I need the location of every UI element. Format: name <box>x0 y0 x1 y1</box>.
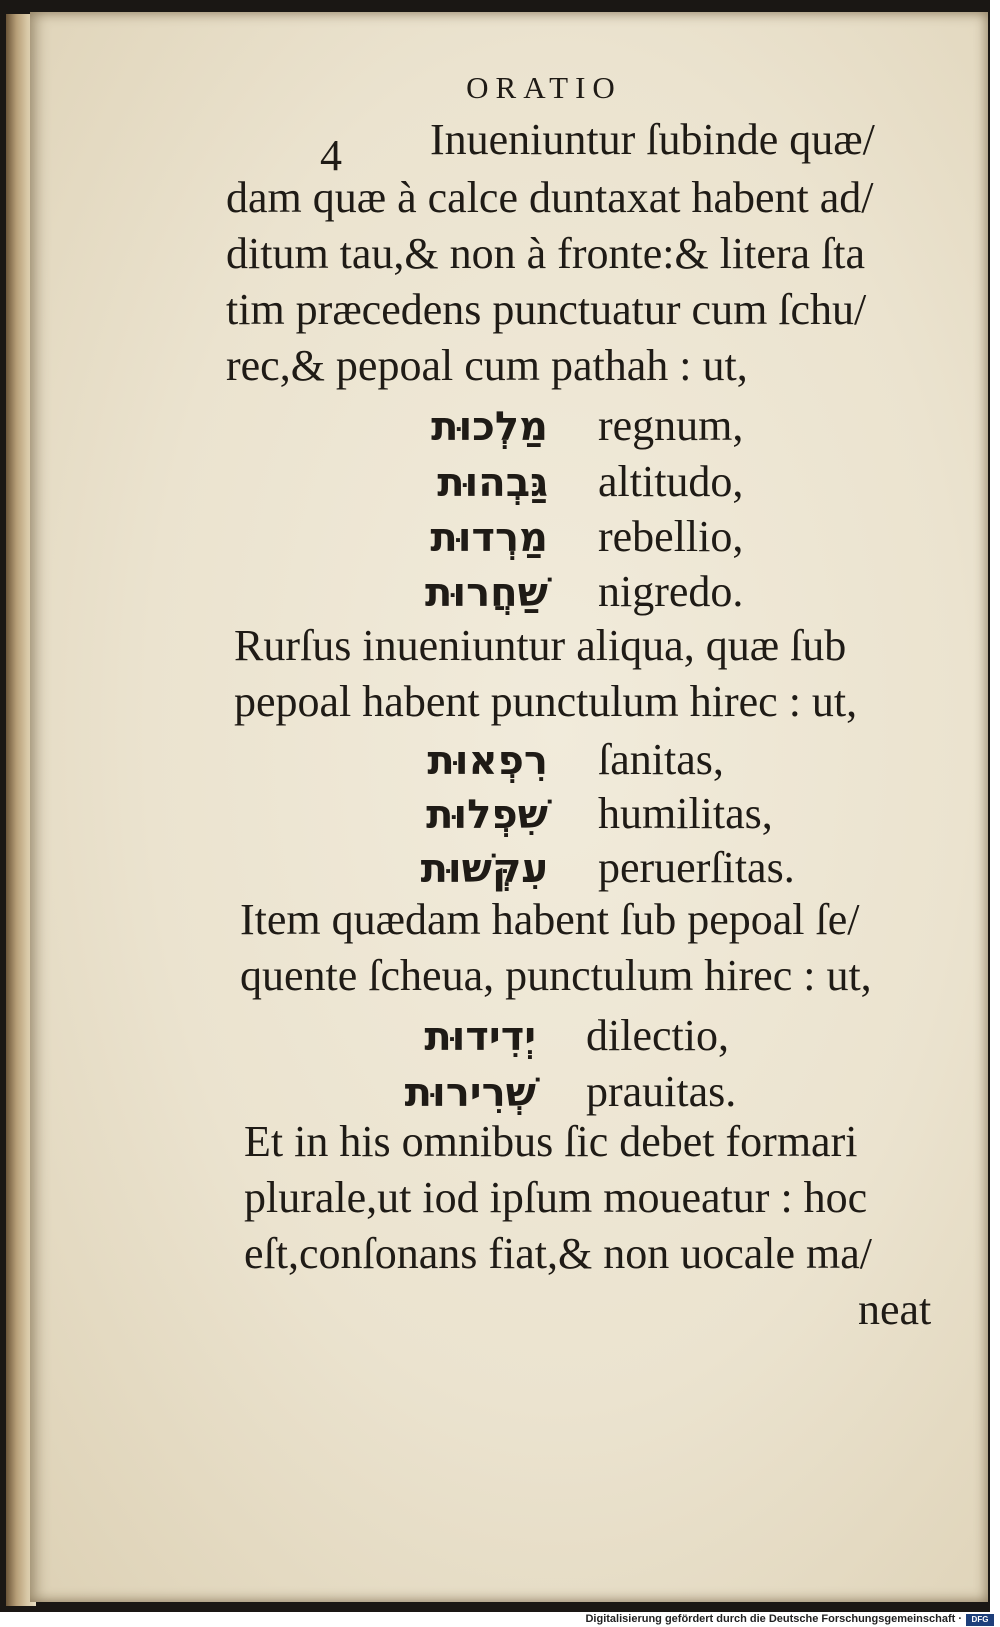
hebrew-word: שַׁחֲרוּת <box>425 570 548 616</box>
page-leaf <box>30 12 988 1602</box>
text-line: pepoal habent punctulum hirec : ut, <box>234 677 858 726</box>
text-line: ditum tau,& non à fronte:& litera ſta <box>226 229 866 278</box>
dfg-logo: DFG <box>966 1614 994 1626</box>
footer-credit: Digitalisierung gefördert durch die Deutsche Forschungsgemeinschaft · <box>585 1613 962 1625</box>
text-line: Rurſus inueniuntur aliqua, quæ ſub <box>234 621 847 670</box>
latin-gloss: nigredo. <box>598 567 744 616</box>
hebrew-word: עִקְּשׁוּת <box>420 846 548 892</box>
text-line: rec,& pepoal cum pathah : ut, <box>226 341 748 390</box>
latin-gloss: humilitas, <box>598 789 773 838</box>
running-head: ORATIO <box>466 70 622 105</box>
latin-gloss: altitudo, <box>598 457 744 506</box>
hebrew-word: רִפְאוּת <box>427 738 548 784</box>
latin-gloss: dilectio, <box>586 1011 729 1060</box>
latin-gloss: prauitas. <box>586 1067 737 1116</box>
latin-gloss: rebellio, <box>598 512 744 561</box>
catchword: neat <box>858 1285 932 1334</box>
latin-gloss: ſanitas, <box>598 735 724 784</box>
text-line: plurale,ut iod ipſum moueatur : hoc <box>244 1173 868 1222</box>
hebrew-word: גַּבְהוּת <box>437 460 548 506</box>
text-line: eſt,conſonans fiat,& non uocale ma/ <box>244 1229 873 1278</box>
page-number: 4 <box>320 131 342 180</box>
text-line: quente ſcheua, punctulum hirec : ut, <box>240 951 872 1000</box>
hebrew-word: שְׁרִירוּת <box>404 1070 536 1116</box>
hebrew-word: מַלְכוּת <box>431 404 548 450</box>
hebrew-word: יְדִידוּת <box>424 1014 536 1060</box>
hebrew-word: שִׁפְלוּת <box>426 792 548 838</box>
text-line: Item quædam habent ſub pepoal ſe/ <box>240 895 860 944</box>
text-line: tim præcedens punctuatur cum ſchu/ <box>226 285 867 334</box>
hebrew-word: מַרְדוּת <box>430 515 548 561</box>
text-line: Et in his omnibus ſic debet formari <box>244 1117 858 1166</box>
text-line: dam quæ à calce duntaxat habent ad/ <box>226 173 874 222</box>
latin-gloss: regnum, <box>598 401 744 450</box>
footer-bar <box>0 1614 1000 1627</box>
text-line: Inueniuntur ſubinde quæ/ <box>430 115 875 164</box>
latin-gloss: peruerſitas. <box>598 843 795 892</box>
